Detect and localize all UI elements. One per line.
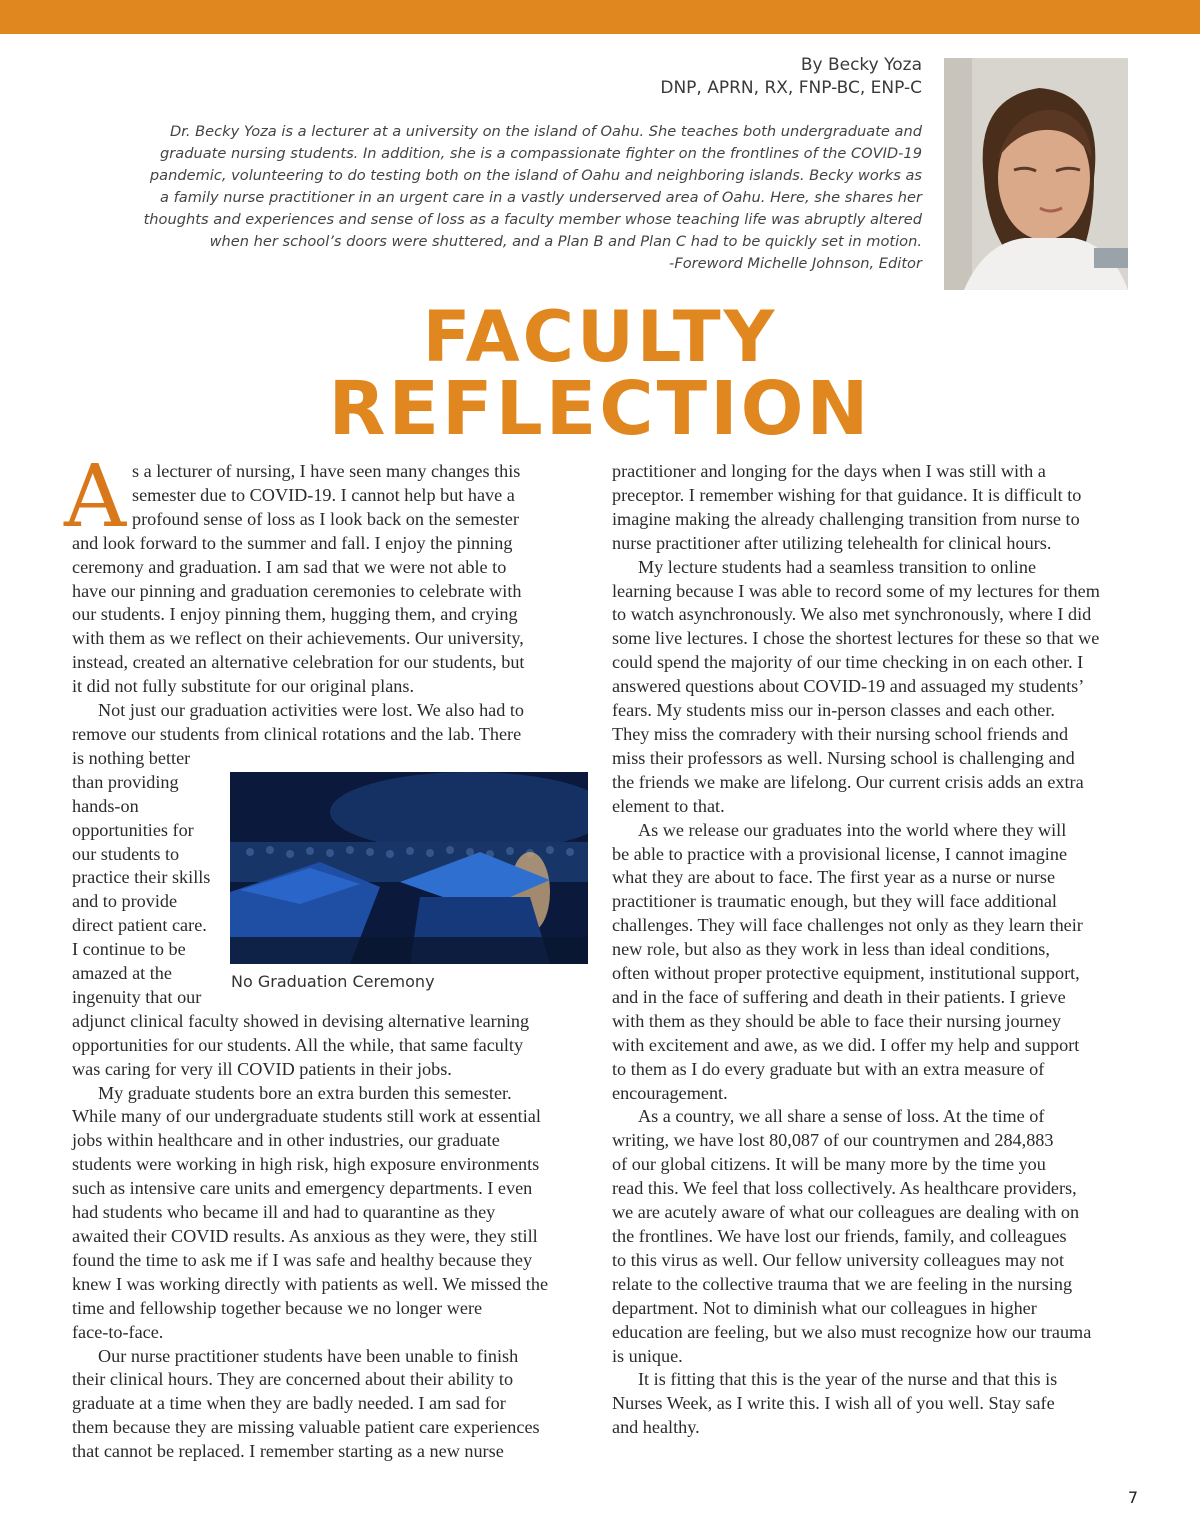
paragraph-line: jobs within healthcare and in other industries, our graduate xyxy=(72,1130,500,1151)
paragraph-line: Our nurse practitioner students have been unable to finish xyxy=(98,1345,519,1366)
paragraph-line: learning because I was able to record some of my lectures for them xyxy=(612,580,1100,601)
foreword-line: thoughts and experiences and sense of loss as a faculty member whose teaching life was abruptly altered xyxy=(143,211,922,228)
paragraph-line: and look forward to the summer and fall. I enjoy the pinning xyxy=(72,532,513,553)
paragraph-line: practitioner and longing for the days when I was still with a xyxy=(612,461,1046,481)
paragraph-line: time and fellowship together because we no longer were xyxy=(72,1297,483,1318)
paragraph-line: opportunities for our students. All the while, that same faculty xyxy=(72,1034,524,1055)
paragraph-line: While many of our undergraduate students still work at essential xyxy=(72,1106,541,1127)
paragraph-line: My lecture students had a seamless transition to online xyxy=(638,556,1037,577)
paragraph-line: fears. My students miss our in-person classes and each other. xyxy=(612,700,1055,721)
paragraph-line: instead, created an alternative celebration for our students, but xyxy=(72,652,525,673)
foreword xyxy=(70,121,922,275)
paragraph-line: have our pinning and graduation ceremonies to celebrate with xyxy=(72,580,522,601)
paragraph-line: I continue to be xyxy=(72,939,186,960)
paragraph-line: with excitement and awe, as we did. I offer my help and support xyxy=(612,1034,1080,1055)
author-credentials: DNP, APRN, RX, FNP-BC, ENP-C xyxy=(660,78,922,98)
paragraph-line: miss their professors as well. Nursing school is challenging and xyxy=(612,747,1075,768)
paragraph-line: department. Not to diminish what our colleagues in higher xyxy=(612,1297,1037,1318)
paragraph-line: what they are about to face. The first year as a nurse or nurse xyxy=(612,867,1056,888)
paragraph-line: was caring for very ill COVID patients in their jobs. xyxy=(72,1058,452,1079)
foreword-line: graduate nursing students. In addition, she is a compassionate fighter on the frontlines of the COVID-19 xyxy=(159,145,922,162)
paragraph-line: preceptor. I remember wishing for that guidance. It is difficult to xyxy=(612,484,1082,505)
paragraph-line: students were working in high risk, high exposure environments xyxy=(72,1154,540,1175)
foreword-line: a family nurse practitioner in an urgent care in a vastly underserved area of Oahu. Here, she shares her xyxy=(160,189,922,206)
paragraph-line: answered questions about COVID-19 and assuaged my students’ xyxy=(612,676,1085,697)
paragraph-line: remove our students from clinical rotations and the lab. There xyxy=(72,723,522,744)
paragraph-line: and in the face of suffering and death in their patients. I grieve xyxy=(612,986,1066,1007)
graduation-photo xyxy=(230,772,588,964)
paragraph-line: is nothing better xyxy=(72,747,191,768)
paragraph-line: some live lectures. I chose the shortest lectures for these so that we xyxy=(612,628,1100,649)
paragraph-line: imagine making the already challenging transition from nurse to xyxy=(612,508,1080,529)
paragraph-line: their clinical hours. They are concerned about their ability to xyxy=(72,1369,514,1390)
paragraph-line: to watch asynchronously. We also met synchronously, where I did xyxy=(612,604,1092,625)
top-accent-bar xyxy=(0,0,1200,34)
paragraph-line: amazed at the xyxy=(72,963,172,984)
headline-line-2: REFLECTION xyxy=(328,366,872,452)
paragraph-line: we are acutely aware of what our colleagues are dealing with on xyxy=(612,1202,1080,1223)
paragraph-line: the friends we make are lifelong. Our current crisis adds an extra xyxy=(612,771,1084,792)
paragraph-line: often without proper protective equipment, institutional support, xyxy=(612,963,1080,984)
paragraph-line: our students. I enjoy pinning them, hugging them, and crying xyxy=(72,604,518,625)
author-name: By Becky Yoza xyxy=(800,55,922,75)
foreword-line: Dr. Becky Yoza is a lecturer at a university on the island of Oahu. She teaches both undergraduate and xyxy=(169,123,922,140)
paragraph-line: challenges. They will face challenges not only as they learn their xyxy=(612,915,1083,936)
paragraph-line: knew I was working directly with patients as well. We missed the xyxy=(72,1273,549,1294)
paragraph-line: to them as I do every graduate but with an extra measure of xyxy=(612,1058,1045,1079)
paragraph-line: nurse practitioner after utilizing telehealth for clinical hours. xyxy=(612,532,1052,553)
paragraph-line: and to provide xyxy=(72,891,178,912)
foreword-line: pandemic, volunteering to do testing both on the island of Oahu and neighboring islands. Becky works as xyxy=(149,167,922,184)
paragraph-line: awaited their COVID results. As anxious as they were, they still xyxy=(72,1226,538,1246)
paragraph-line: element to that. xyxy=(612,795,725,816)
paragraph-line: with them as we reflect on their achievements. Our university, xyxy=(72,628,524,649)
paragraph-line: writing, we have lost 80,087 of our countrymen and 284,883 xyxy=(612,1130,1054,1151)
paragraph-line: relate to the collective trauma that we are feeling in the nursing xyxy=(612,1273,1073,1294)
paragraph-line: face-to-face. xyxy=(72,1321,164,1342)
article-right-column xyxy=(612,460,1142,1440)
page-number: 7 xyxy=(1127,1488,1138,1507)
paragraph-line: They miss the comradery with their nursing school friends and xyxy=(612,723,1069,744)
paragraph-line: practitioner is traumatic enough, but they will face additional xyxy=(612,891,1057,912)
byline xyxy=(660,54,922,100)
paragraph-line: and healthy. xyxy=(612,1417,700,1438)
paragraph-line: it did not fully substitute for our original plans. xyxy=(72,676,414,697)
paragraph-line: As a country, we all share a sense of loss. At the time of xyxy=(638,1106,1045,1127)
paragraph-line: ceremony and graduation. I am sad that we were not able to xyxy=(72,556,507,577)
paragraph-line: Not just our graduation activities were lost. We also had to xyxy=(98,700,525,721)
paragraph-line: such as intensive care units and emergency departments. I even xyxy=(72,1178,533,1199)
paragraph-line: s a lecturer of nursing, I have seen many changes this xyxy=(132,461,521,481)
paragraph-line: ingenuity that our xyxy=(72,986,202,1007)
paragraph-line: graduate at a time when they are badly needed. I am sad for xyxy=(72,1393,506,1414)
paragraph-line: encouragement. xyxy=(612,1082,728,1103)
paragraph-line: is unique. xyxy=(612,1345,683,1366)
paragraph-line: of our global citizens. It will be many more by the time you xyxy=(612,1154,1046,1175)
paragraph-line: them because they are missing valuable patient care experiences xyxy=(72,1417,540,1438)
paragraph-line: read this. We feel that loss collectively. As healthcare providers, xyxy=(612,1178,1077,1199)
paragraph-line: hands-on xyxy=(72,795,139,816)
paragraph-line: to this virus as well. Our fellow university colleagues may not xyxy=(612,1249,1065,1270)
paragraph-line: Nurses Week, as I write this. I wish all of you well. Stay safe xyxy=(612,1393,1055,1414)
paragraph-line: education are feeling, but we also must recognize how our trauma xyxy=(612,1321,1092,1342)
paragraph-line: It is fitting that this is the year of the nurse and that this is xyxy=(638,1369,1058,1390)
paragraph-line: the frontlines. We have lost our friends, family, and colleagues xyxy=(612,1226,1067,1246)
paragraph-line: had students who became ill and had to quarantine as they xyxy=(72,1202,496,1223)
paragraph-line: direct patient care. xyxy=(72,915,207,936)
paragraph-line: semester due to COVID-19. I cannot help but have a xyxy=(132,484,515,505)
paragraph-line: As we release our graduates into the world where they will xyxy=(638,819,1067,840)
paragraph-line: adjunct clinical faculty showed in devising alternative learning xyxy=(72,1010,530,1031)
foreword-signature: -Foreword Michelle Johnson, Editor xyxy=(669,255,922,272)
paragraph-line: found the time to ask me if I was safe and healthy because they xyxy=(72,1249,533,1270)
author-portrait-illustration xyxy=(944,58,1128,290)
paragraph-line: with them as they should be able to face their nursing journey xyxy=(612,1010,1062,1031)
paragraph-line: could spend the majority of our time checking in on each other. I xyxy=(612,652,1084,673)
author-photo xyxy=(944,58,1128,290)
drop-cap: A xyxy=(64,447,127,547)
foreword-line: when her school’s doors were shuttered, and a Plan B and Plan C had to be quickly set in motion. xyxy=(209,233,922,250)
photo-caption: No Graduation Ceremony xyxy=(231,972,435,991)
paragraph-line: new role, but also as they work in less than ideal conditions, xyxy=(612,939,1050,960)
paragraph-line: be able to practice with a provisional license, I cannot imagine xyxy=(612,843,1068,864)
graduation-scene-illustration xyxy=(230,772,588,964)
paragraph-line: profound sense of loss as I look back on the semester xyxy=(132,508,519,529)
paragraph-line: that cannot be replaced. I remember starting as a new nurse xyxy=(72,1441,504,1462)
paragraph-line: practice their skills xyxy=(72,867,211,888)
paragraph-line: opportunities for xyxy=(72,819,194,840)
paragraph-line: than providing xyxy=(72,771,179,792)
paragraph-line: our students to xyxy=(72,843,180,864)
article-headline xyxy=(0,296,1200,452)
paragraph-line: My graduate students bore an extra burden this semester. xyxy=(98,1082,512,1103)
headline-line-1: FACULTY xyxy=(422,296,778,378)
